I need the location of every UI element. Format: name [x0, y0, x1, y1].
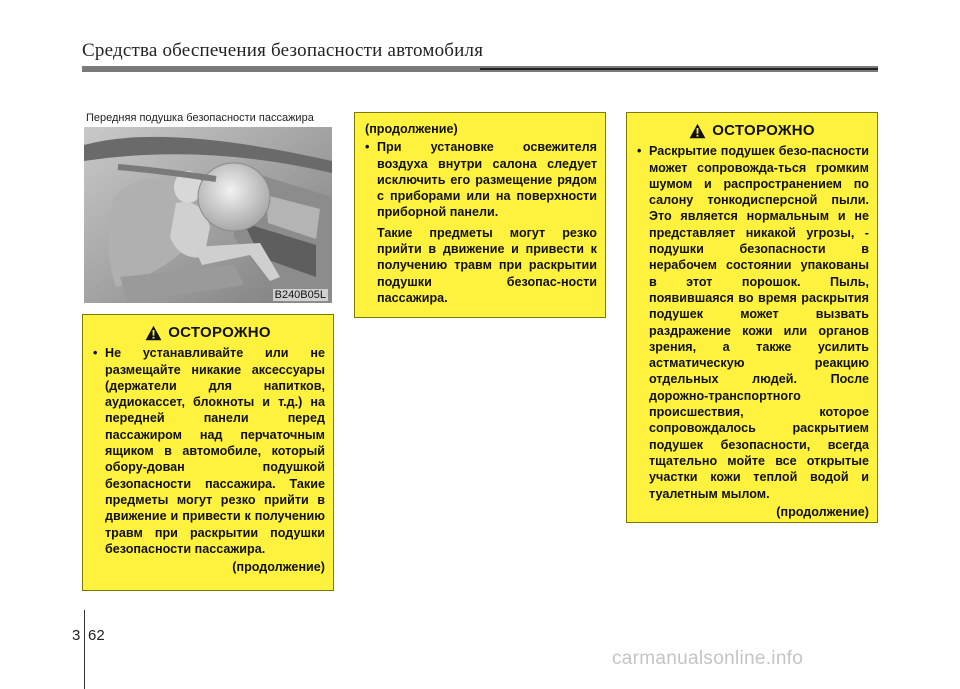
warning-box-right — [626, 112, 878, 523]
warning-item — [91, 345, 325, 557]
warning-triangle-icon — [145, 325, 162, 341]
warning-item — [635, 143, 869, 502]
warning-text-continued: Такие предметы могут резко прийти в движение и привести к получению травм при раскрытии подушки безопас-ности пассажира. — [377, 225, 597, 305]
watermark: carmanualsonline.info — [612, 648, 804, 669]
warning-heading — [635, 123, 869, 139]
airbag-deployment-drawing — [84, 127, 332, 303]
warning-text: При установке освежителя воздуха внутри салона следует исключить его размещение рядом с приборами или на поверхности приборной панели. — [377, 140, 597, 220]
airbag-illustration — [84, 127, 332, 303]
page-divider — [84, 610, 85, 689]
figure-code: B240B05L — [274, 289, 326, 301]
warning-text: Не устанавливайте или не размещайте никакие аксессуары (держатели для напитков, аудиокассет, блокноты и т.д.) на передней панели перед пассажиром над перчаточным ящиком в автомобиле, который обору-дован подушкой безопасности пассажира. Такие предметы могут резко прийти в движение и привести к получению травм при раскрытии подушки безопасности пассажира. — [105, 346, 325, 556]
continued-label: (продолжение) — [232, 560, 325, 575]
warning-box-middle — [354, 112, 606, 318]
warning-box-left — [82, 314, 334, 591]
warning-triangle-icon — [689, 123, 706, 139]
continued-label-top: (продолжение) — [365, 122, 458, 136]
bullet: • — [637, 144, 642, 159]
warning-item — [363, 139, 597, 220]
warning-text: Раскрытие подушек безо-пасности может сопровожда-ться громким шумом и распространением по салону тонкодисперсной пыли. Это является нормальным и не представляет никакой угрозы, - подушки безопасности в нерабочем состоянии упакованы в этот порошок. Пыль, появившаяся во время раскрытия подушек может вызвать раздражение кожи или органов зрения, а также усилить астматическую реакцию отдельных людей. После дорожно-транспортного происшествия, которое сопровождалось раскрытием подушек безопасности, всегда тщательно мойте все открытые участки кожи теплой водой и туалетным мылом. — [649, 144, 869, 501]
bullet: • — [93, 346, 98, 361]
warning-heading — [91, 325, 325, 341]
page-number: 62 — [88, 627, 105, 644]
header-title: Средства обеспечения безопасности автомобиля — [82, 40, 484, 61]
bullet: • — [365, 140, 370, 155]
continued-label: (продолжение) — [776, 504, 869, 519]
warning-heading-text: ОСТОРОЖНО — [712, 122, 815, 139]
header-rule-accent — [480, 68, 878, 70]
section-number: 3 — [72, 627, 81, 644]
warning-heading-text: ОСТОРОЖНО — [168, 324, 271, 341]
figure-caption: Передняя подушка безопасности пассажира — [86, 112, 314, 124]
